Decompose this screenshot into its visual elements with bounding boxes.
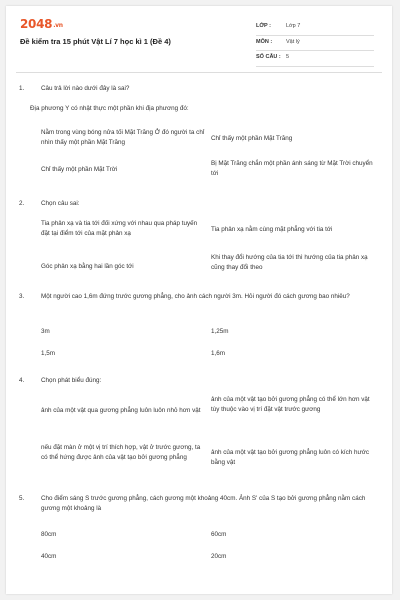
answer-option[interactable]: Bị Mặt Trăng chắn một phần ánh sáng từ Mặt Trời chuyển tới — [211, 160, 373, 177]
worksheet-page — [6, 6, 392, 594]
answer-option[interactable]: nếu đặt màn ở một vị trí thích hợp, vật ở trước gương, ta có thể hứng được ảnh của vật tạo bởi gương phẳng — [41, 444, 201, 461]
answer-option[interactable]: 1,6m — [211, 350, 225, 357]
answer-option[interactable]: 1,5m — [41, 350, 55, 357]
answer-option[interactable]: Chỉ thấy một phần Mặt Trời — [41, 166, 118, 173]
answer-option[interactable]: ảnh của một vật qua gương phẳng luôn luôn nhỏ hơn vật — [41, 407, 201, 414]
answer-option[interactable]: 3m — [41, 328, 50, 335]
meta-value: 5 — [286, 54, 290, 60]
meta-value: Vật lý — [286, 38, 300, 45]
meta-label: LỚP : — [256, 23, 271, 29]
answer-option[interactable]: Nằm trong vùng bóng nửa tối Mặt Trăng Ở đó người ta chỉ nhìn thấy một phần Mặt Trăng — [41, 129, 205, 146]
meta-row-subject — [256, 36, 374, 52]
meta-row-count — [256, 51, 374, 67]
answer-option[interactable]: Chỉ thấy một phần Mặt Trăng — [211, 135, 293, 142]
site-logo[interactable] — [20, 17, 63, 31]
header-divider — [16, 72, 382, 73]
answer-option[interactable]: 20cm — [211, 553, 227, 560]
answer-option[interactable]: Góc phản xạ bằng hai lần góc tới — [41, 263, 134, 270]
answer-option[interactable]: Tia phản xạ nằm cùng mặt phẳng với tia tới — [211, 226, 333, 233]
meta-label: SỐ CÂU : — [256, 54, 281, 60]
meta-value: Lớp 7 — [286, 23, 301, 29]
meta-table — [256, 20, 374, 67]
question-number: 1. — [19, 85, 25, 92]
question-text: Một người cao 1,6m đứng trước gương phẳng, cho ảnh cách người 3m. Hỏi người đó cách gương bao nhiêu? — [41, 293, 350, 300]
answer-option[interactable]: ảnh của một vật tạo bởi gương phẳng luôn có kích hước bằng vật — [211, 449, 370, 466]
question-text: Chọn câu sai: — [41, 200, 80, 207]
answer-option[interactable]: 1,25m — [211, 328, 229, 335]
answer-option[interactable]: 40cm — [41, 553, 57, 560]
question-number: 5. — [19, 495, 25, 502]
question-intro: Địa phương Y có nhật thực một phần khi địa phương đó: — [30, 105, 189, 112]
page-title: Đề kiểm tra 15 phút Vật Lí 7 học kì 1 (Đề 4) — [20, 37, 171, 46]
question-number: 2. — [19, 200, 25, 207]
question-number: 4. — [19, 377, 25, 384]
question-number: 3. — [19, 293, 25, 300]
logo-text: 2048 — [20, 17, 53, 31]
answer-option[interactable]: ảnh của một vật tạo bởi gương phẳng có thể lớn hơn vật tùy thuộc vào vị trí đặt vật trước gương — [211, 396, 370, 413]
answer-option[interactable]: 80cm — [41, 531, 57, 538]
answer-option[interactable]: Tia phản xạ và tia tới đối xứng với nhau qua pháp tuyến đặt tại điểm tới của mặt phản xạ — [41, 220, 198, 237]
answer-option[interactable]: 60cm — [211, 531, 227, 538]
answer-option[interactable]: Khi thay đổi hướng của tia tới thì hướng của tia phản xạ cũng thay đổi theo — [211, 254, 368, 271]
meta-row-class — [256, 20, 374, 36]
question-text: Câu trả lời nào dưới đây là sai? — [41, 85, 130, 92]
question-text: Cho điểm sáng S trước gương phẳng, cách gương một khoảng 40cm. Ảnh S' của S tạo bởi gương phẳng nằm cách gương một khoảng là — [41, 495, 366, 512]
meta-label: MÔN : — [256, 38, 273, 45]
question-text: Chọn phát biểu đúng: — [41, 377, 102, 384]
logo-suffix: .vn — [53, 22, 63, 29]
